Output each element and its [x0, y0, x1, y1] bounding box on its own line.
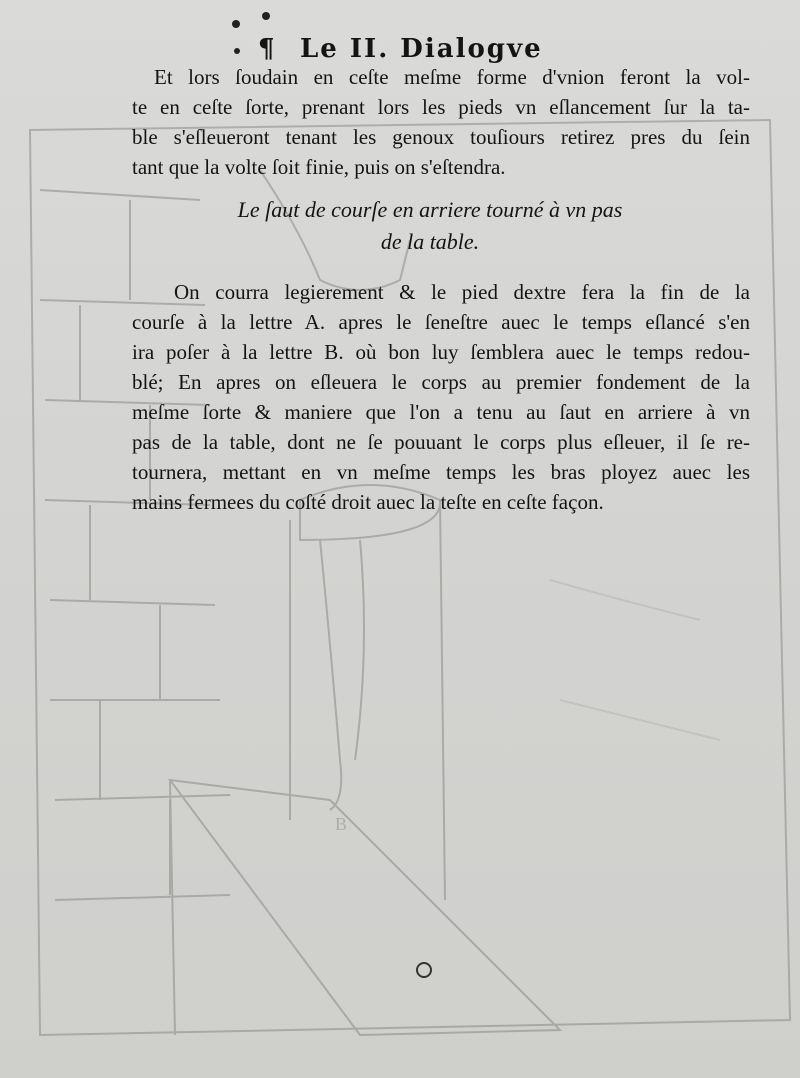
- title-line: Le ſaut de courſe en arriere tourné à vn pas: [237, 197, 623, 222]
- ink-spot: [234, 48, 240, 54]
- text-line: te en ceſte ſorte, prenant lors les pieds vn eſlancement ſur la ta-: [132, 95, 750, 119]
- pilcrow-icon: ¶: [258, 34, 275, 64]
- stain-ring: [417, 963, 431, 977]
- text-line: On courra legierement & le pied dextre fera la fin de la: [174, 280, 750, 304]
- text-line: courſe à la lettre A. apres le ſeneſtre auec le temps eſlancé s'en: [132, 310, 750, 334]
- title-line: de la table.: [380, 229, 480, 254]
- column: [290, 500, 445, 900]
- text-line: Et lors ſoudain en ceſte meſme forme d'vnion feront la vol-: [154, 65, 750, 89]
- text-line: meſme ſorte & maniere que l'on a tenu au ſaut en arriere à vn: [132, 400, 750, 424]
- paragraph-1: [132, 62, 750, 182]
- paragraph-2: [132, 277, 750, 517]
- text-line: ble s'eſleueront tenant les genoux touſiours retirez pres du ſein: [132, 125, 750, 149]
- text-line: ira poſer à la lettre B. où bon luy ſemblera auec le temps redou-: [132, 340, 750, 364]
- text-line: tournera, mettant en vn meſme temps les bras ployez auec les: [132, 460, 750, 484]
- ink-spot: [232, 20, 240, 28]
- figure-legs: [320, 540, 364, 810]
- section-title: [200, 194, 660, 258]
- text-line: mains fermees du coſté droit auec la teſte en ceſte façon.: [132, 490, 604, 514]
- illustration-letter: B: [335, 814, 348, 834]
- text-line: pas de la table, dont ne ſe pouuant le corps plus eſleuer, il ſe re-: [132, 430, 750, 454]
- text-line: blé; En apres on eſleuera le corps au premier fondement de la: [132, 370, 750, 394]
- text-line: tant que la volte ſoit finie, puis on s'eſtendra.: [132, 155, 506, 179]
- ink-spot: [262, 12, 270, 20]
- table-plank: [170, 780, 560, 1035]
- running-head: Le II. Dialogve: [300, 34, 543, 64]
